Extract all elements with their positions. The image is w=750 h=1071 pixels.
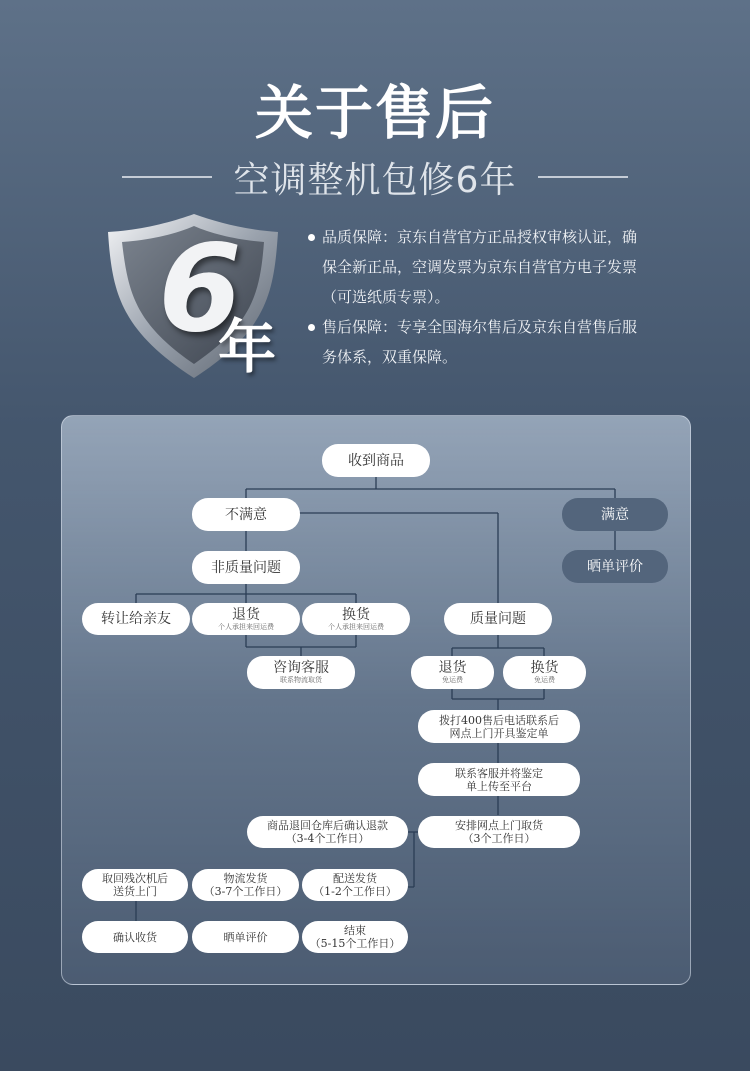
node-confirm-receipt: 确认收货	[82, 921, 188, 953]
node-review: 晒单评价	[192, 921, 299, 953]
divider-right	[538, 176, 628, 178]
node-retrieve-defective: 取回残次机后 送货上门	[82, 869, 188, 901]
bullet-dot	[308, 234, 315, 241]
guarantee-list	[306, 222, 690, 372]
divider-left	[122, 176, 212, 178]
page-title: 关于售后	[254, 79, 495, 147]
node-unsatisfied: 不满意	[192, 498, 300, 531]
node-quality-issue: 质量问题	[444, 603, 552, 635]
node-arrange-pickup: 安排网点上门取货 （3个工作日）	[418, 816, 580, 848]
node-satisfied: 满意	[562, 498, 668, 531]
node-refund-confirm: 商品退回仓库后确认退款 （3-4个工作日）	[247, 816, 408, 848]
badge-unit: 年	[218, 313, 277, 381]
node-logistics-shipping: 物流发货 （3-7个工作日）	[192, 869, 299, 901]
badge-number: 6	[158, 220, 242, 359]
node-return-quality: 退货 免运费	[411, 656, 494, 689]
node-contact-service-upload: 联系客服并将鉴定 单上传至平台	[418, 763, 580, 796]
aftersale-guarantee-item: 售后保障：专享全国海尔售后及京东自营售后服 务体系，双重保障。	[306, 312, 690, 372]
node-exchange-quality: 换货 免运费	[503, 656, 586, 689]
aftersale-flowchart-panel	[61, 415, 691, 985]
quality-guarantee-item: 品质保障：京东自营官方正品授权审核认证，确 保全新正品，空调发票为京东自营官方电子发票 （可选纸质专票）。	[306, 222, 690, 312]
node-transfer-to-friends: 转让给亲友	[82, 603, 190, 635]
node-delivery-shipping: 配送发货 （1-2个工作日）	[302, 869, 408, 901]
node-satisfied-review: 晒单评价	[562, 550, 668, 583]
node-end: 结束 （5-15个工作日）	[302, 921, 408, 953]
node-return-non-quality: 退货 个人承担来回运费	[192, 603, 300, 635]
page-subtitle: 空调整机包修6年	[233, 160, 517, 201]
node-non-quality-issue: 非质量问题	[192, 551, 300, 584]
node-consult-service: 咨询客服 联系物流取货	[247, 656, 355, 689]
bullet-dot	[308, 324, 315, 331]
subtitle-row	[0, 152, 750, 202]
node-exchange-non-quality: 换货 个人承担来回运费	[302, 603, 410, 635]
node-call-hotline: 拨打400售后电话联系后 网点上门开具鉴定单	[418, 710, 580, 743]
node-receive-goods: 收到商品	[322, 444, 430, 477]
